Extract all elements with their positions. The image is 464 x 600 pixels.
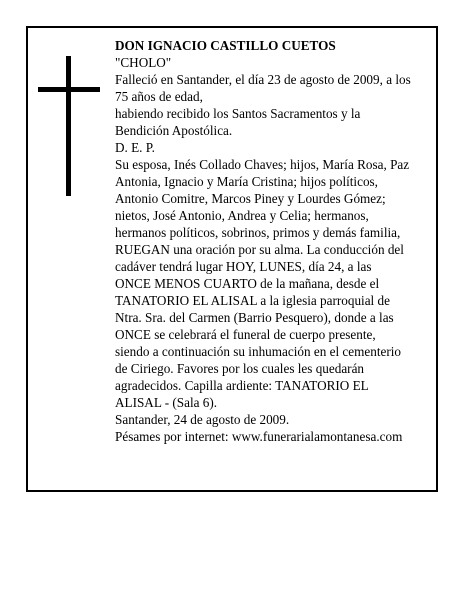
notice-line: ONCE MENOS CUARTO de la mañana, desde el bbox=[115, 276, 380, 291]
notice-line: de Ciriego. Favores por los cuales les quedarán bbox=[115, 361, 365, 376]
deceased-nickname: "CHOLO" bbox=[115, 55, 172, 70]
notice-line: Bendición Apostólica. bbox=[115, 123, 233, 138]
notice-line: siendo a continuación su inhumación en el cementerio bbox=[115, 344, 402, 359]
notice-line: ONCE se celebrará el funeral de cuerpo presente, bbox=[115, 327, 376, 342]
notice-line: Antonio Comitre, Marcos Piney y Lourdes Gómez; bbox=[115, 191, 386, 206]
cross-vertical-bar bbox=[66, 56, 71, 196]
notice-line: nietos, José Antonio, Andrea y Celia; hermanos, bbox=[115, 208, 369, 223]
notice-line: Pésames por internet: www.funerarialamontanesa.com bbox=[115, 429, 403, 444]
notice-line: Antonia, Ignacio y María Cristina; hijos políticos, bbox=[115, 174, 378, 189]
notice-line: Ntra. Sra. del Carmen (Barrio Pesquero), donde a las bbox=[115, 310, 394, 325]
notice-line: D. E. P. bbox=[115, 140, 155, 155]
notice-line: Falleció en Santander, el día 23 de agosto de 2009, a los bbox=[115, 72, 411, 87]
latin-cross-icon bbox=[38, 56, 100, 196]
notice-line: cadáver tendrá lugar HOY, LUNES, día 24, a las bbox=[115, 259, 372, 274]
deceased-name: DON IGNACIO CASTILLO CUETOS bbox=[115, 38, 336, 53]
notice-line: habiendo recibido los Santos Sacramentos y la bbox=[115, 106, 361, 121]
notice-line: hermanos políticos, sobrinos, primos y demás familia, bbox=[115, 225, 401, 240]
notice-line: RUEGAN una oración por su alma. La conducción del bbox=[115, 242, 404, 257]
notice-line: TANATORIO EL ALISAL a la iglesia parroquial de bbox=[115, 293, 390, 308]
notice-line: 75 años de edad, bbox=[115, 89, 203, 104]
notice-text-block bbox=[115, 37, 415, 445]
notice-line: Santander, 24 de agosto de 2009. bbox=[115, 412, 290, 427]
cross-horizontal-bar bbox=[38, 87, 100, 92]
notice-line: Su esposa, Inés Collado Chaves; hijos, María Rosa, Paz bbox=[115, 157, 410, 172]
notice-line: ALISAL - (Sala 6). bbox=[115, 395, 218, 410]
notice-line: agradecidos. Capilla ardiente: TANATORIO EL bbox=[115, 378, 369, 393]
